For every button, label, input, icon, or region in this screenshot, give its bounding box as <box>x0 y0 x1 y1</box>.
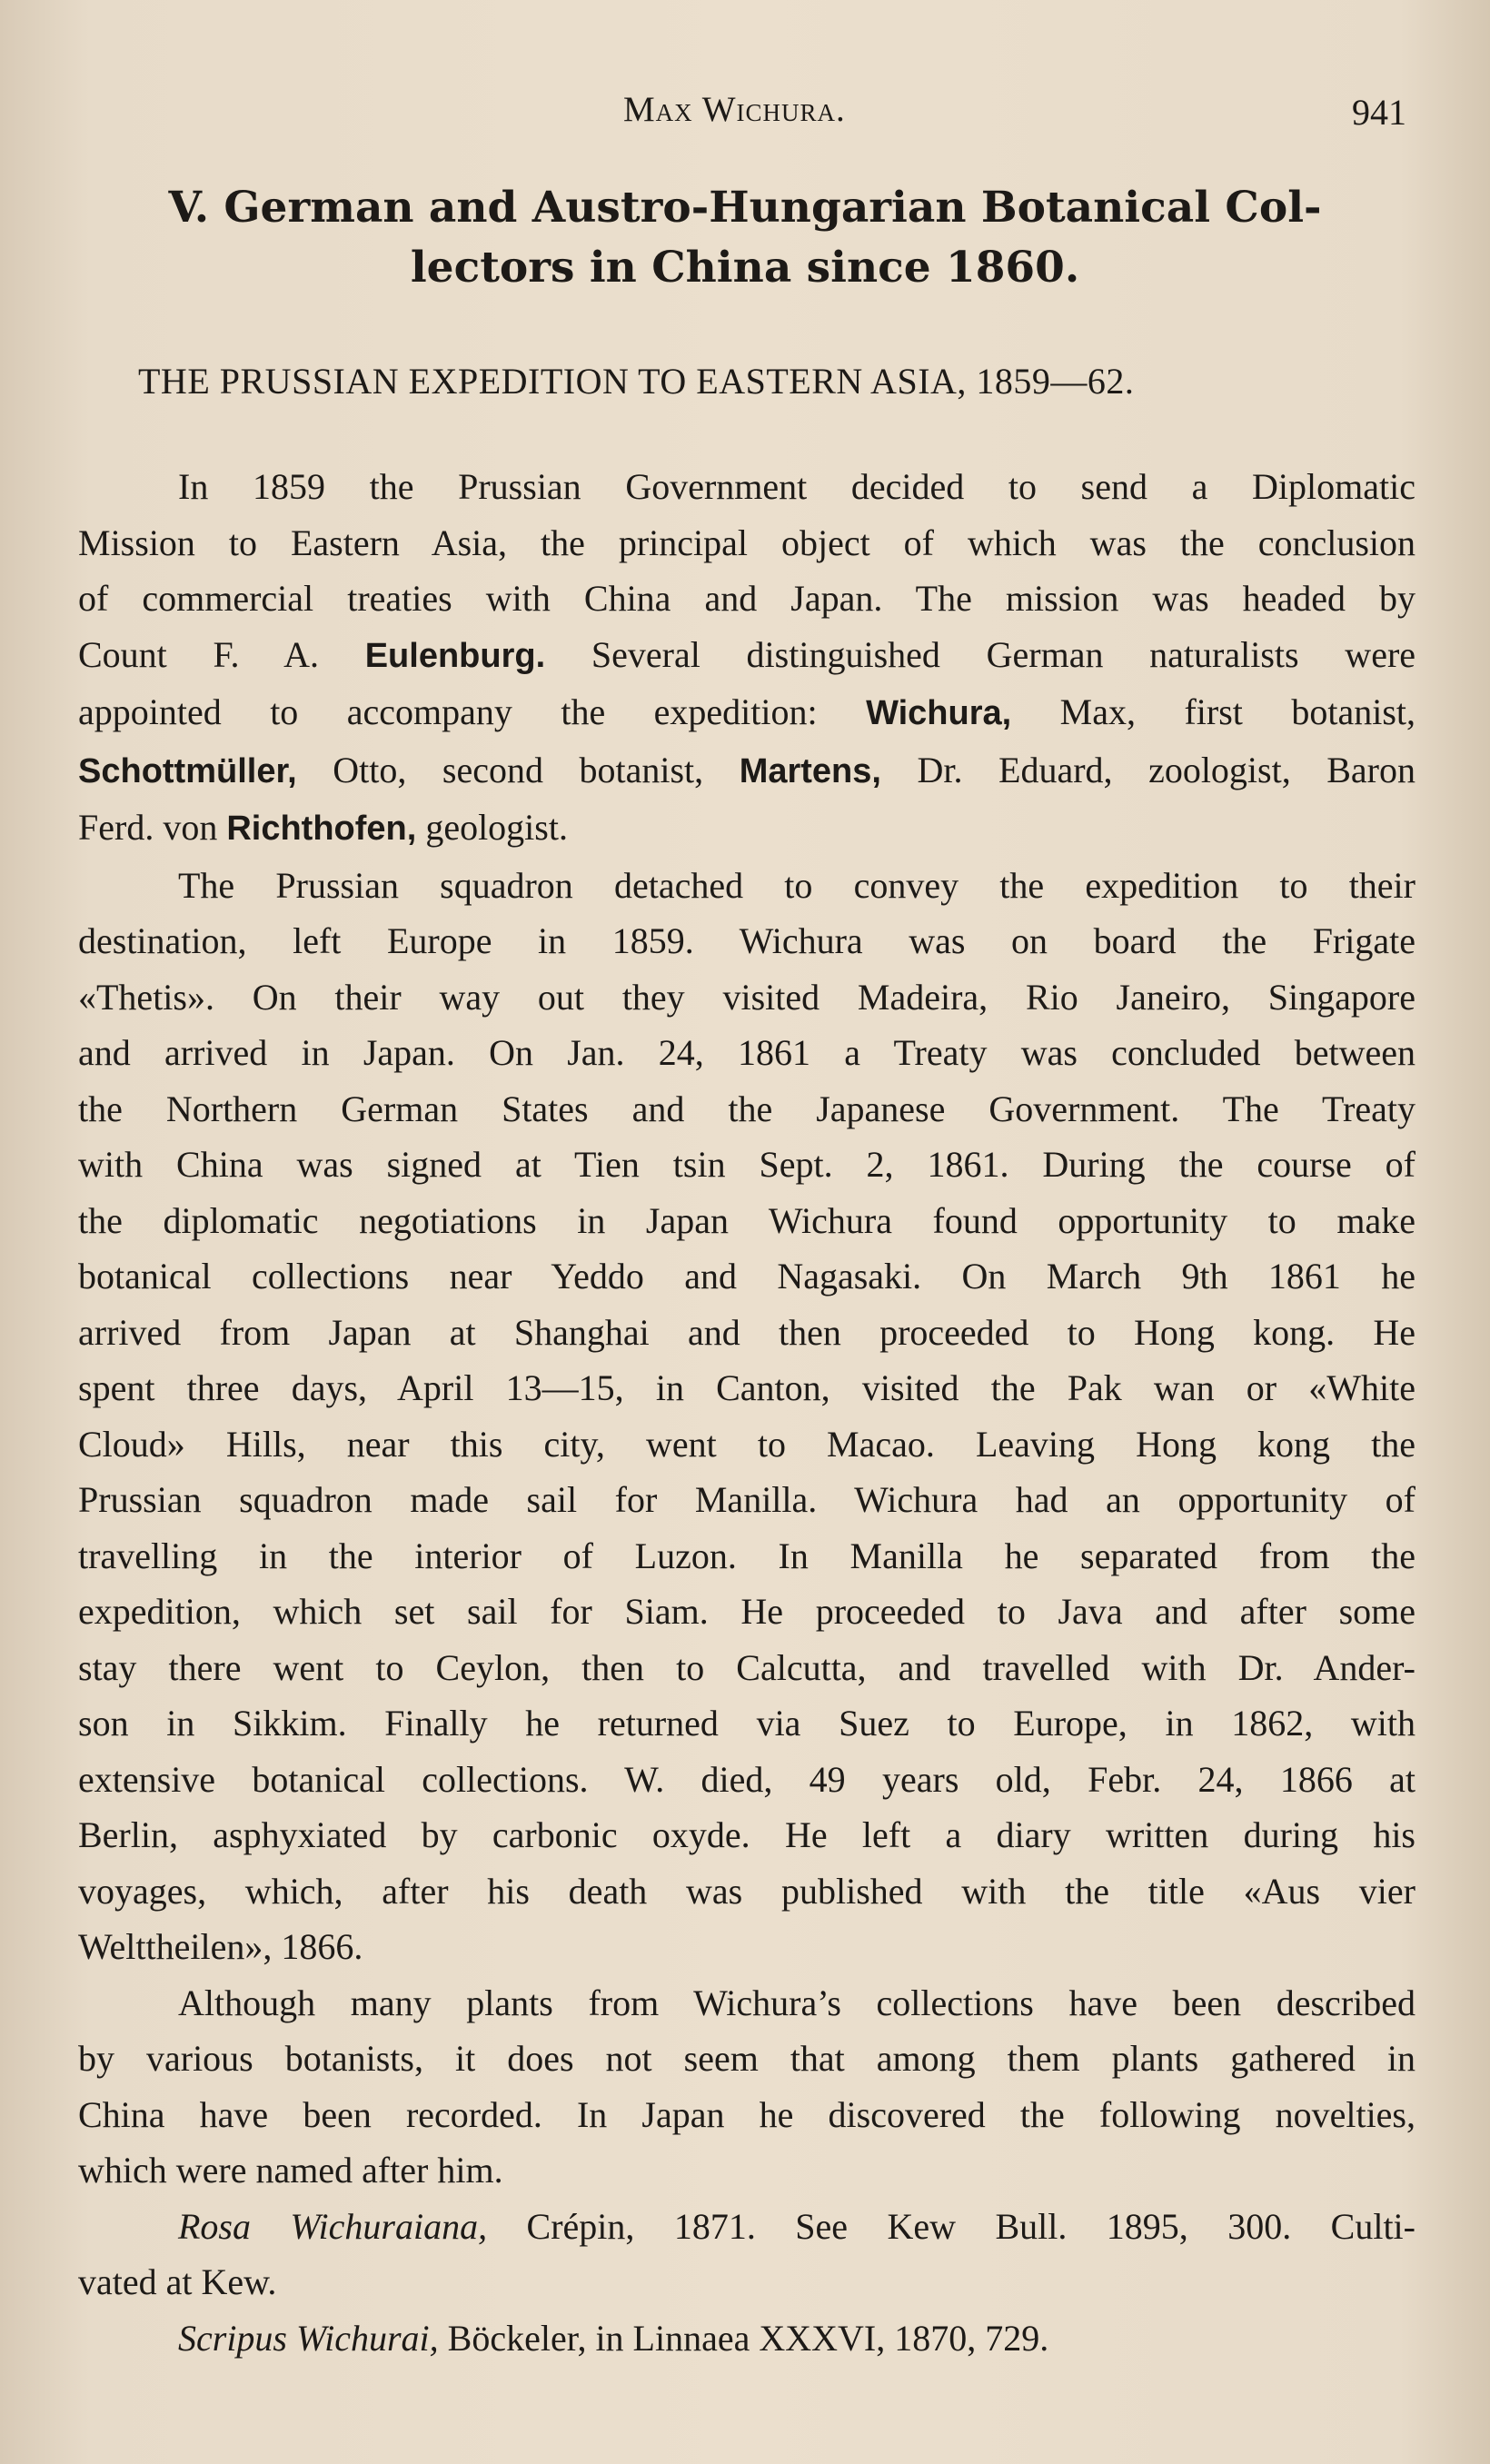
text-line <box>78 2199 1416 2255</box>
running-title: Max Wichura. <box>623 90 846 129</box>
subheading: THE PRUSSIAN EXPEDITION TO EASTERN ASIA, 1859—62. <box>138 361 1135 402</box>
section-heading-line: lectors in China since 1860. <box>410 243 1080 293</box>
text-segment: Ferd. von <box>78 807 218 848</box>
text-line: of commercial treaties with China and Japan. The mission was headed by <box>78 578 1416 619</box>
species-name: Rosa Wichuraiana, <box>178 2205 488 2247</box>
text-line: spent three days, April 13—15, in Canton, visited the Pak wan or «White <box>78 1367 1416 1408</box>
text-line: voyages, which, after his death was published with the title «Aus vier <box>78 1870 1416 1912</box>
text-line: destination, left Europe in 1859. Wichura was on board the Frigate <box>78 920 1416 961</box>
text-line: son in Sikkim. Finally he returned via Suez to Europe, in 1862, with <box>78 1703 1416 1744</box>
text-segment: Several distinguished German naturalists were <box>591 633 1416 675</box>
text-line: In 1859 the Prussian Government decided to send a Diplomatic <box>178 466 1416 507</box>
text-segment: Otto, second botanist, <box>333 749 704 790</box>
text-line <box>78 2310 1416 2367</box>
paragraph <box>78 459 1416 858</box>
text-line <box>78 627 1416 685</box>
text-line: «Thetis». On their way out they visited Madeira, Rio Janeiro, Singapore <box>78 976 1416 1018</box>
species-name: Scripus Wichurai, <box>178 2317 439 2359</box>
species-entry <box>78 2199 1416 2310</box>
person-name: Wichura, <box>866 694 1012 732</box>
text-line: Berlin, asphyxiated by carbonic oxyde. He left a diary written during his <box>78 1814 1416 1855</box>
text-segment: Dr. Eduard, zoologist, Baron <box>917 749 1416 790</box>
person-name: Eulenburg. <box>364 636 546 675</box>
text-segment: geologist. <box>425 807 568 848</box>
text-line <box>78 742 1416 800</box>
section-heading <box>100 178 1390 298</box>
text-segment: Count F. A. <box>78 633 319 675</box>
text-segment: Böckeler, in Linnaea XXXVI, 1870, 729. <box>447 2317 1049 2359</box>
person-name: Schottmüller, <box>78 751 297 790</box>
text-line: and arrived in Japan. On Jan. 24, 1861 a Treaty was concluded between <box>78 1032 1416 1073</box>
text-line <box>78 684 1416 742</box>
text-line: which were named after him. <box>78 2150 503 2191</box>
text-line: stay there went to Ceylon, then to Calcutta, and travelled with Dr. Ander- <box>78 1646 1416 1688</box>
paragraph <box>78 1975 1416 2199</box>
text-line: vated at Kew. <box>78 2261 277 2302</box>
species-entry <box>78 2310 1416 2367</box>
text-line: travelling in the interior of Luzon. In Manilla he separated from the <box>78 1535 1416 1576</box>
text-line: by various botanists, it does not seem that among them plants gathered in <box>78 2038 1416 2079</box>
text-line: The Prussian squadron detached to convey the expedition to their <box>178 864 1416 906</box>
section-heading-line: V. German and Austro-Hungarian Botanical Col- <box>168 183 1322 233</box>
paragraph <box>78 858 1416 1975</box>
text-segment: Crépin, 1871. See Kew Bull. 1895, 300. Culti- <box>526 2205 1416 2247</box>
text-line: expedition, which set sail for Siam. He proceeded to Java and after some <box>78 1591 1416 1632</box>
page-number: 941 <box>1352 92 1406 133</box>
text-line: the diplomatic negotiations in Japan Wichura found opportunity to make <box>78 1199 1416 1241</box>
text-line: Cloud» Hills, near this city, went to Macao. Leaving Hong kong the <box>78 1423 1416 1465</box>
text-line: Prussian squadron made sail for Manilla. Wichura had an opportunity of <box>78 1479 1416 1520</box>
body-text <box>78 459 1416 2366</box>
text-line: Welttheilen», 1866. <box>78 1926 363 1967</box>
text-line: botanical collections near Yeddo and Nagasaki. On March 9th 1861 he <box>78 1256 1416 1297</box>
text-segment: appointed to accompany the expedition: <box>78 691 818 732</box>
text-line: Mission to Eastern Asia, the principal object of which was the conclusion <box>78 522 1416 563</box>
text-line: extensive botanical collections. W. died, 49 years old, Febr. 24, 1866 at <box>78 1758 1416 1800</box>
text-line: Although many plants from Wichura’s collections have been described <box>178 1982 1416 2023</box>
person-name: Martens, <box>739 751 881 790</box>
text-line: the Northern German States and the Japanese Government. The Treaty <box>78 1088 1416 1129</box>
person-name: Richthofen, <box>226 810 417 848</box>
text-line: with China was signed at Tien tsin Sept. 2, 1861. During the course of <box>78 1144 1416 1185</box>
text-line: arrived from Japan at Shanghai and then proceeded to Hong kong. He <box>78 1311 1416 1353</box>
text-line <box>78 800 1416 858</box>
text-line: China have been recorded. In Japan he discovered the following novelties, <box>78 2093 1416 2135</box>
text-segment: Max, first botanist, <box>1059 691 1416 732</box>
running-head <box>78 89 1414 144</box>
